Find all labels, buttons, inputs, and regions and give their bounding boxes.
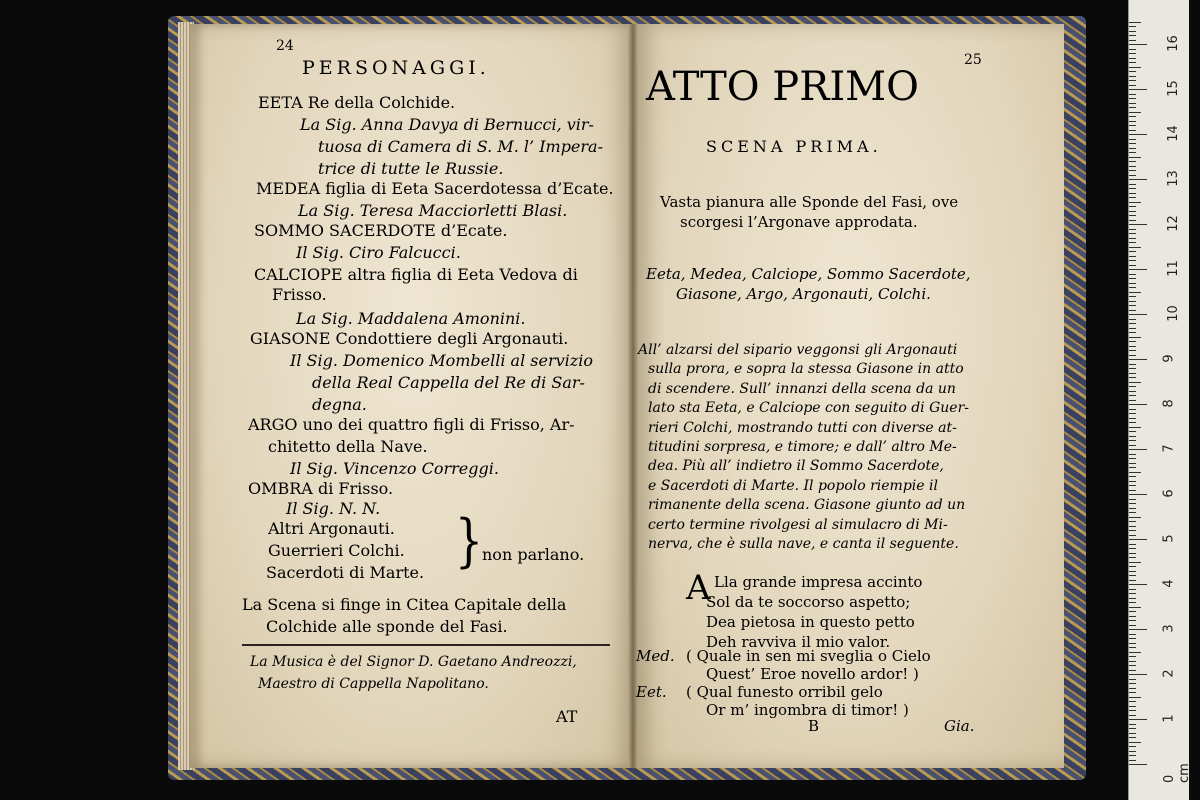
ruler-tick	[1129, 310, 1136, 311]
stage-direction-line: sulla prora, e sopra la stessa Giasone in atto	[648, 361, 964, 378]
ruler-tick	[1129, 341, 1136, 342]
ruler-tick	[1129, 278, 1136, 279]
ruler-tick	[1129, 602, 1136, 603]
ruler-tick	[1129, 85, 1136, 86]
drop-cap: A	[686, 568, 711, 608]
ruler-tick	[1129, 674, 1147, 675]
ruler-tick	[1129, 166, 1136, 167]
separator-rule	[242, 644, 610, 646]
ruler-tick	[1129, 184, 1136, 185]
ruler-tick	[1129, 143, 1136, 144]
verse-line: ( Quale in sen mi sveglia o Cielo	[686, 647, 931, 665]
ruler-tick	[1129, 98, 1136, 99]
speaker-label: Eet.	[636, 683, 667, 701]
page-heading: PERSONAGGI.	[302, 57, 490, 79]
ruler-tick	[1129, 683, 1136, 684]
ruler-tick	[1129, 661, 1136, 662]
ruler-tick	[1129, 220, 1136, 221]
ruler-tick	[1129, 274, 1136, 275]
ruler-tick	[1129, 26, 1136, 27]
ruler-tick	[1129, 112, 1141, 113]
speaker-label: Med.	[636, 647, 675, 665]
ruler-tick	[1129, 566, 1136, 567]
stage-direction-line: certo termine rivolgesi al simulacro di Mi-	[648, 516, 948, 533]
ruler-tick	[1129, 121, 1136, 122]
ruler-number: 7	[1161, 444, 1177, 453]
ruler-tick	[1129, 553, 1136, 554]
ruler-tick	[1129, 386, 1136, 387]
ruler-tick	[1129, 161, 1136, 162]
ruler-tick	[1129, 575, 1136, 576]
stage-direction-line: rieri Colchi, mostrando tutti con diverse at-	[648, 419, 957, 436]
act-title: ATTO PRIMO	[646, 64, 919, 110]
ruler-tick	[1129, 125, 1136, 126]
ruler-tick	[1129, 256, 1136, 257]
ruler-tick	[1129, 202, 1141, 203]
ruler-tick	[1129, 706, 1136, 707]
verse-line: Dea pietosa in questo petto	[706, 613, 915, 631]
ruler-tick	[1129, 211, 1136, 212]
ruler-tick	[1129, 373, 1136, 374]
ruler-tick	[1129, 382, 1141, 383]
ruler-tick	[1129, 679, 1136, 680]
characters-line: Giasone, Argo, Argonauti, Colchi.	[676, 285, 931, 303]
ruler-tick	[1129, 427, 1141, 428]
verse-line: Quest’ Eroe novello ardor! )	[706, 665, 919, 683]
ruler-tick	[1129, 562, 1141, 563]
ruler-tick	[1129, 485, 1136, 486]
ruler-tick	[1129, 197, 1136, 198]
ruler-tick	[1129, 620, 1136, 621]
ruler-tick	[1129, 418, 1136, 419]
page-number: 24	[276, 38, 294, 54]
stage-direction-line: titudini sorpresa, e timore; e dall’ altro Me-	[648, 439, 957, 455]
ruler-tick	[1129, 652, 1141, 653]
ruler-tick	[1129, 449, 1147, 450]
text-line: non parlano.	[482, 545, 585, 564]
ruler-tick	[1129, 760, 1136, 761]
ruler-tick	[1129, 31, 1136, 32]
stage-direction-line: lato sta Eeta, e Calciope con seguito di Guer-	[648, 400, 969, 417]
ruler-tick	[1129, 287, 1136, 288]
ruler-tick	[1129, 458, 1136, 459]
ruler-tick	[1129, 89, 1147, 90]
ruler-tick	[1129, 755, 1136, 756]
ruler-tick	[1129, 544, 1136, 545]
ruler-tick	[1129, 422, 1136, 423]
text-line: La Scena si finge in Citea Capitale della	[242, 595, 567, 614]
ruler-tick	[1129, 296, 1136, 297]
stage-direction-line: rimanente della scena. Giasone giunto ad un	[648, 497, 966, 514]
ruler-tick	[1129, 476, 1136, 477]
ruler-tick	[1129, 499, 1136, 500]
ruler-tick	[1129, 395, 1136, 396]
ruler-number: 8	[1161, 399, 1177, 408]
ruler-tick	[1129, 535, 1136, 536]
ruler-tick	[1129, 58, 1136, 59]
ruler-tick	[1129, 134, 1147, 135]
ruler-tick	[1129, 728, 1136, 729]
ruler-tick	[1129, 35, 1136, 36]
setting-line: Vasta pianura alle Sponde del Fasi, ove	[660, 193, 959, 211]
ruler-tick	[1129, 665, 1136, 666]
measurement-ruler	[1128, 0, 1192, 800]
ruler-tick	[1129, 431, 1136, 432]
ruler-tick	[1129, 616, 1136, 617]
ruler-tick	[1129, 157, 1141, 158]
text-line: Maestro di Cappella Napolitano.	[258, 676, 489, 692]
ruler-tick	[1129, 467, 1136, 468]
ruler-number: 11	[1165, 260, 1181, 277]
ruler-tick	[1129, 521, 1136, 522]
verse-line: Lla grande impresa accinto	[714, 573, 923, 591]
text-line: AT	[556, 707, 578, 726]
text-line: Il Sig. N. N.	[286, 499, 381, 518]
ruler-tick	[1129, 292, 1141, 293]
ruler-tick	[1129, 247, 1141, 248]
ruler-tick	[1129, 494, 1147, 495]
verse-line: ( Qual funesto orribil gelo	[686, 683, 883, 701]
catchword: Gia.	[944, 717, 975, 735]
ruler-number: 16	[1165, 35, 1181, 52]
text-line: MEDEA figlia di Eeta Sacerdotessa d’Ecate.	[256, 179, 614, 198]
ruler-number: 14	[1165, 125, 1181, 142]
ruler-tick	[1129, 409, 1136, 410]
ruler-number: 6	[1161, 489, 1177, 498]
ruler-tick	[1129, 670, 1136, 671]
ruler-tick	[1129, 607, 1141, 608]
text-line: chitetto della Nave.	[268, 437, 428, 456]
ruler-tick	[1129, 319, 1136, 320]
ruler-tick	[1129, 751, 1136, 752]
ruler-tick	[1129, 598, 1136, 599]
ruler-tick	[1129, 571, 1136, 572]
ruler-tick	[1129, 688, 1136, 689]
ruler-tick	[1129, 445, 1136, 446]
ruler-tick	[1129, 103, 1136, 104]
ruler-tick	[1129, 643, 1136, 644]
ruler-tick	[1129, 526, 1136, 527]
ruler-tick	[1129, 346, 1136, 347]
ruler-tick	[1129, 391, 1136, 392]
ruler-tick	[1129, 233, 1136, 234]
ruler-tick	[1129, 440, 1136, 441]
ruler-tick	[1129, 188, 1136, 189]
ruler-number: 1	[1161, 714, 1177, 723]
ruler-tick	[1129, 40, 1136, 41]
ruler-tick	[1129, 139, 1136, 140]
stage-direction-line: dea. Più all’ indietro il Sommo Sacerdote,	[648, 458, 944, 475]
text-line: tuosa di Camera di S. M. l’ Impera-	[318, 137, 603, 156]
text-line: OMBRA di Frisso.	[248, 479, 394, 498]
ruler-tick	[1129, 715, 1136, 716]
text-line: Guerrieri Colchi.	[268, 541, 405, 560]
ruler-tick	[1129, 539, 1147, 540]
ruler-tick	[1129, 472, 1141, 473]
ruler-tick	[1129, 175, 1136, 176]
ruler-tick	[1129, 332, 1136, 333]
page-number: 25	[964, 52, 982, 68]
text-line: GIASONE Condottiere degli Argonauti.	[250, 329, 569, 348]
ruler-number: 10	[1165, 305, 1181, 322]
ruler-tick	[1129, 625, 1136, 626]
ruler-number: 2	[1161, 669, 1177, 678]
stage-direction-line: All’ alzarsi del sipario veggonsi gli Argonauti	[638, 342, 958, 358]
text-line: Il Sig. Vincenzo Correggi.	[290, 459, 499, 478]
ruler-tick	[1129, 76, 1136, 77]
ruler-tick	[1129, 179, 1147, 180]
ruler-number: 13	[1165, 170, 1181, 187]
ruler-tick	[1129, 368, 1136, 369]
ruler-tick	[1129, 413, 1136, 414]
ruler-number: 9	[1161, 354, 1177, 363]
ruler-tick	[1129, 481, 1136, 482]
ruler-number: 4	[1161, 579, 1177, 588]
ruler-number: 15	[1165, 80, 1181, 97]
ruler-tick	[1129, 647, 1136, 648]
ruler-tick	[1129, 548, 1136, 549]
ruler-tick	[1129, 62, 1136, 63]
ruler-tick	[1129, 314, 1147, 315]
ruler-tick	[1129, 746, 1136, 747]
ruler-tick	[1129, 323, 1136, 324]
ruler-tick	[1129, 436, 1136, 437]
ruler-tick	[1129, 719, 1147, 720]
ruler-tick	[1129, 170, 1136, 171]
stage-direction-line: di scendere. Sull’ innanzi della scena da un	[648, 380, 956, 397]
text-line: trice di tutte le Russie.	[318, 159, 504, 178]
ruler-tick	[1129, 517, 1141, 518]
ruler-tick	[1129, 584, 1147, 585]
ruler-tick	[1129, 242, 1136, 243]
ruler-tick	[1129, 697, 1141, 698]
text-line: Sacerdoti di Marte.	[266, 563, 425, 582]
ruler-tick	[1129, 355, 1136, 356]
ruler-tick	[1129, 49, 1136, 50]
ruler-number: 3	[1161, 624, 1177, 633]
ruler-tick	[1129, 71, 1136, 72]
text-line: Altri Argonauti.	[268, 519, 395, 538]
stage-direction-line: nerva, che è sulla nave, e canta il seguente.	[648, 536, 959, 552]
ruler-tick	[1129, 22, 1141, 23]
ruler-tick	[1129, 463, 1136, 464]
ruler-tick	[1129, 404, 1147, 405]
ruler-tick	[1129, 710, 1136, 711]
ruler-tick	[1129, 305, 1136, 306]
ruler-number: 12	[1165, 215, 1181, 232]
ruler-tick	[1129, 107, 1136, 108]
signature-mark: B	[808, 717, 820, 735]
ruler-tick	[1129, 490, 1136, 491]
text-line: Il Sig. Domenico Mombelli al servizio	[290, 351, 593, 370]
ruler-tick	[1129, 634, 1136, 635]
ruler-tick	[1129, 656, 1136, 657]
ruler-tick	[1129, 400, 1136, 401]
ruler-tick	[1129, 193, 1136, 194]
ruler-tick	[1129, 229, 1136, 230]
ruler-tick	[1129, 364, 1136, 365]
ruler-number: 0 cm	[1162, 763, 1192, 783]
ruler-tick	[1129, 733, 1136, 734]
ruler-tick	[1129, 215, 1136, 216]
ruler-tick	[1129, 593, 1136, 594]
ruler-tick	[1129, 737, 1136, 738]
verse-line: Sol da te soccorso aspetto;	[706, 593, 911, 611]
ruler-tick	[1129, 557, 1136, 558]
text-line: SOMMO SACERDOTE d’Ecate.	[254, 221, 508, 240]
ruler-tick	[1129, 629, 1147, 630]
text-line: EETA Re della Colchide.	[258, 93, 456, 112]
ruler-tick	[1129, 80, 1136, 81]
ruler-tick	[1129, 152, 1136, 153]
ruler-tick	[1129, 508, 1136, 509]
ruler-number: 5	[1161, 534, 1177, 543]
ruler-tick	[1129, 328, 1136, 329]
ruler-tick	[1129, 94, 1136, 95]
ruler-tick	[1129, 238, 1136, 239]
ruler-tick	[1129, 580, 1136, 581]
text-line: La Sig. Maddalena Amonini.	[296, 309, 526, 328]
ruler-tick	[1129, 503, 1136, 504]
ruler-tick	[1129, 283, 1136, 284]
ruler-tick	[1129, 611, 1136, 612]
ruler-tick	[1129, 67, 1141, 68]
verse-line: Deh ravviva il mio valor.	[706, 633, 891, 651]
brace-symbol: }	[455, 508, 483, 575]
ruler-tick	[1129, 530, 1136, 531]
text-line: CALCIOPE altra figlia di Eeta Vedova di	[254, 265, 578, 284]
ruler-tick	[1129, 116, 1136, 117]
ruler-tick	[1129, 206, 1136, 207]
text-line: degna.	[312, 395, 367, 414]
verse-line: Or m’ ingombra di timor! )	[706, 701, 909, 719]
ruler-tick	[1129, 265, 1136, 266]
ruler-tick	[1129, 301, 1136, 302]
ruler-tick	[1129, 269, 1147, 270]
ruler-tick	[1129, 724, 1136, 725]
ruler-tick	[1129, 512, 1136, 513]
ruler-tick	[1129, 350, 1136, 351]
ruler-tick	[1129, 337, 1141, 338]
ruler-tick	[1129, 130, 1136, 131]
ruler-tick	[1129, 260, 1136, 261]
ruler-tick	[1129, 454, 1136, 455]
scene-heading: SCENA PRIMA.	[706, 137, 882, 156]
ruler-tick	[1129, 53, 1136, 54]
ruler-tick	[1129, 638, 1136, 639]
characters-line: Eeta, Medea, Calciope, Sommo Sacerdote,	[646, 265, 971, 283]
text-line: La Musica è del Signor D. Gaetano Andreozzi,	[250, 654, 577, 670]
ruler-tick	[1129, 764, 1147, 765]
ruler-tick	[1129, 701, 1136, 702]
stage-direction-line: e Sacerdoti di Marte. Il popolo riempie il	[648, 477, 938, 494]
ruler-tick	[1129, 589, 1136, 590]
ruler-tick	[1129, 224, 1147, 225]
setting-line: scorgesi l’Argonave approdata.	[680, 213, 918, 231]
ruler-tick	[1129, 742, 1141, 743]
text-line: La Sig. Anna Davya di Bernucci, vir-	[300, 115, 594, 134]
ruler-tick	[1129, 148, 1136, 149]
text-line: La Sig. Teresa Macciorletti Blasi.	[298, 201, 568, 220]
ruler-tick	[1129, 359, 1147, 360]
text-line: Colchide alle sponde del Fasi.	[266, 617, 508, 636]
text-line: Il Sig. Ciro Falcucci.	[296, 243, 461, 262]
text-line: ARGO uno dei quattro figli di Frisso, Ar-	[248, 415, 575, 434]
ruler-tick	[1129, 692, 1136, 693]
text-line: della Real Cappella del Re di Sar-	[312, 373, 585, 392]
ruler-tick	[1129, 377, 1136, 378]
ruler-tick	[1129, 44, 1147, 45]
text-line: Frisso.	[272, 285, 327, 304]
ruler-tick	[1129, 251, 1136, 252]
